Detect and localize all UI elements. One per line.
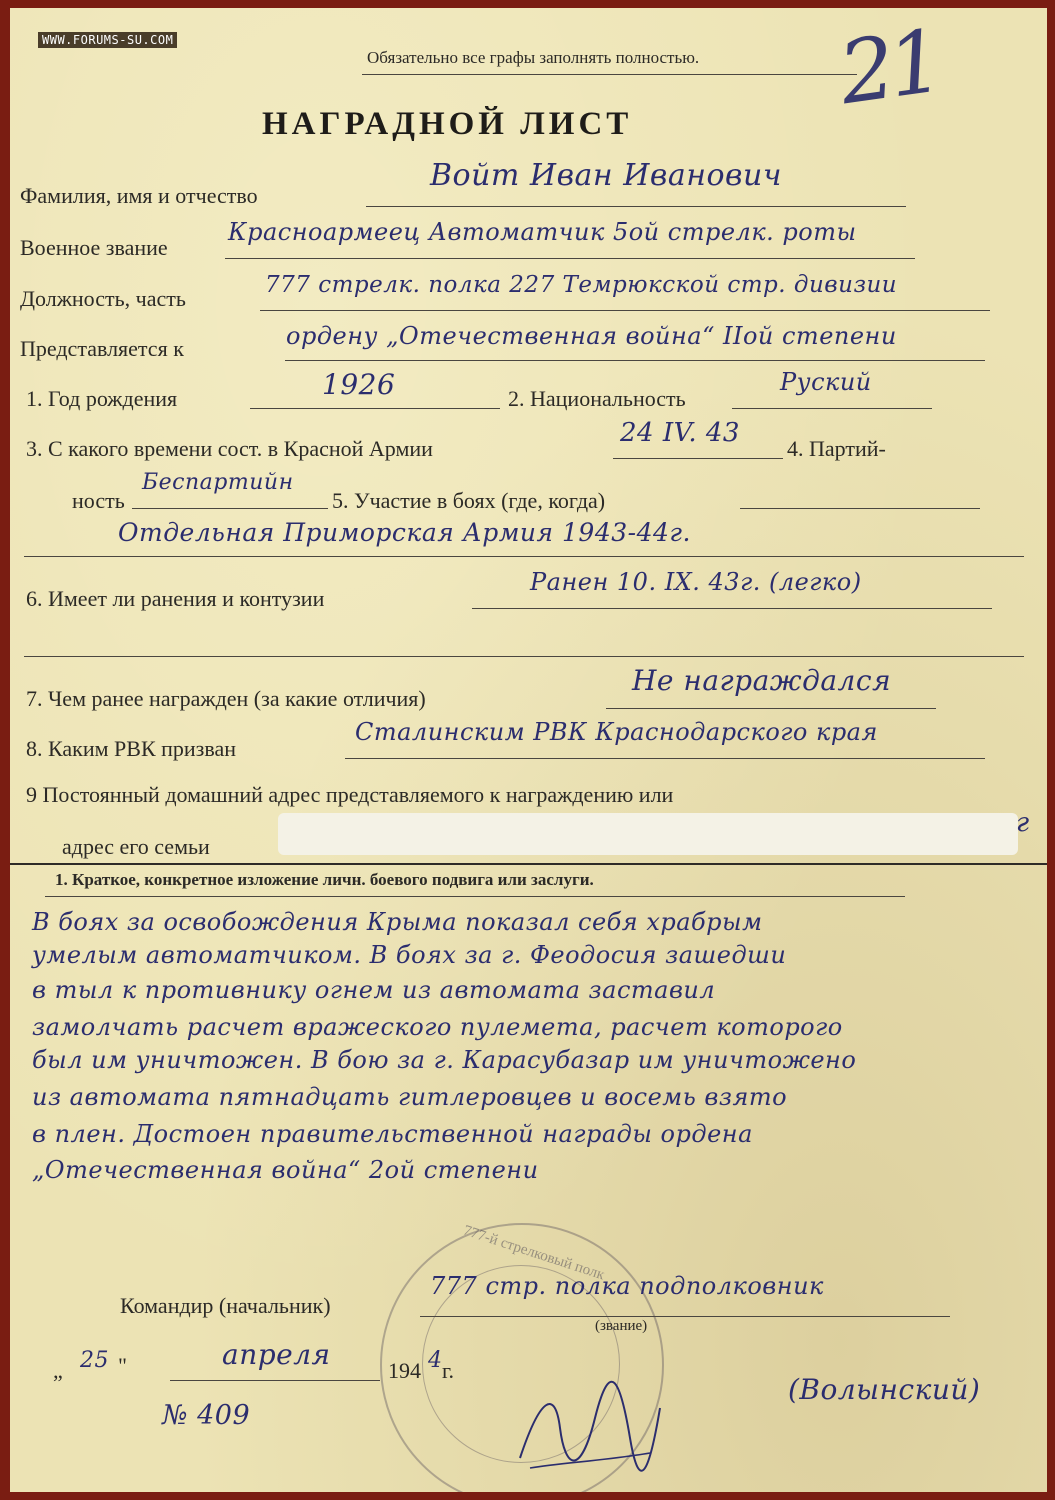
date-close-quote: " xyxy=(118,1353,127,1378)
awards-value: Не награждался xyxy=(632,664,892,697)
party-label-a: 4. Партий- xyxy=(787,436,886,461)
address-label-line1: 9 Постоянный домашний адрес представляемого к награждению или xyxy=(26,782,674,807)
name-label: Фамилия, имя и отчество xyxy=(20,183,258,208)
date-month: апреля xyxy=(222,1338,331,1371)
party-label-b: ность xyxy=(72,488,125,513)
narrative-line: „Отечественная война“ 2ой степени xyxy=(32,1156,539,1184)
date-open-quote: „ xyxy=(53,1358,63,1383)
position-value: 777 стрелк. полка 227 Темрюкской стр. дивизии xyxy=(265,272,898,298)
forum-watermark: WWW.FORUMS-SU.COM xyxy=(38,32,177,48)
date-day: 25 xyxy=(80,1348,109,1373)
narrative-line: замолчать расчет вражеского пулемета, расчет которого xyxy=(32,1013,843,1041)
rank-label: Военное звание xyxy=(20,235,168,260)
wounds-label: 6. Имеет ли ранения и контузии xyxy=(26,586,325,611)
stamp-text: 777-й стрелковый полк xyxy=(461,1222,607,1284)
section-heading: 1. Краткое, конкретное изложение личн. боевого подвига или заслуги. xyxy=(55,870,594,889)
name-value: Войт Иван Иванович xyxy=(430,158,782,193)
award-sheet-page xyxy=(10,8,1047,1492)
narrative-line: из автомата пятнадцать гитлеровцев и восемь взято xyxy=(32,1083,788,1111)
rank-caption: (звание) xyxy=(595,1318,648,1334)
narrative-line: в тыл к противнику огнем из автомата заставил xyxy=(32,976,716,1004)
nominated-value: ордену „Отечественная война“ IIой степени xyxy=(286,322,897,350)
birth-label: 1. Год рождения xyxy=(26,386,178,411)
narrative-line: В боях за освобождения Крыма показал себя храбрым xyxy=(32,908,763,936)
service-label: 3. С какого времени сост. в Красной Армии xyxy=(26,436,433,461)
address-label-line2: адрес его семьи xyxy=(62,834,210,859)
date-year-suffix: г. xyxy=(442,1358,455,1383)
rvk-label: 8. Каким РВК призван xyxy=(26,736,236,761)
page-title: НАГРАДНОЙ ЛИСТ xyxy=(262,106,633,142)
rank-value: Красноармеец Автоматчик 5ой стрелк. роты xyxy=(228,218,857,246)
position-label: Должность, часть xyxy=(20,286,186,311)
commander-label: Командир (начальник) xyxy=(120,1293,331,1318)
commander-signature xyxy=(500,1368,670,1488)
battles-label: 5. Участие в боях (где, когда) xyxy=(332,488,606,513)
commander-value: 777 стр. полка подполковник xyxy=(430,1272,824,1300)
nominated-label: Представляется к xyxy=(20,336,184,361)
nationality-label: 2. Национальность xyxy=(508,386,686,411)
date-year-digit: 4 xyxy=(428,1348,443,1373)
narrative-line: был им уничтожен. В бою за г. Карасубазар им уничтожено xyxy=(32,1046,857,1074)
date-year-prefix: 194 xyxy=(388,1358,421,1383)
battles-value: Отдельная Приморская Армия 1943-44г. xyxy=(118,518,691,547)
header-note: Обязательно все графы заполнять полностью. xyxy=(367,48,700,67)
wounds-value: Ранен 10. IX. 43г. (легко) xyxy=(530,568,862,596)
rvk-value: Сталинским РВК Краснодарского края xyxy=(355,718,878,746)
party-value: Беспартийн xyxy=(142,470,294,495)
birth-value: 1926 xyxy=(322,368,396,401)
document-number: № 409 xyxy=(162,1400,251,1431)
address-redaction xyxy=(278,813,1018,855)
nationality-value: Руский xyxy=(780,368,872,396)
narrative-line: в плен. Достоен правительственной награды ордена xyxy=(32,1120,753,1148)
signer-name: (Волынский) xyxy=(788,1373,981,1406)
service-value: 24 IV. 43 xyxy=(620,418,740,448)
awards-label: 7. Чем ранее награжден (за какие отличия) xyxy=(26,686,426,711)
narrative-line: умелым автоматчиком. В боях за г. Феодосия зашедши xyxy=(32,941,787,969)
corner-mark: 21 xyxy=(833,11,944,125)
address-tail: г xyxy=(1016,808,1030,838)
